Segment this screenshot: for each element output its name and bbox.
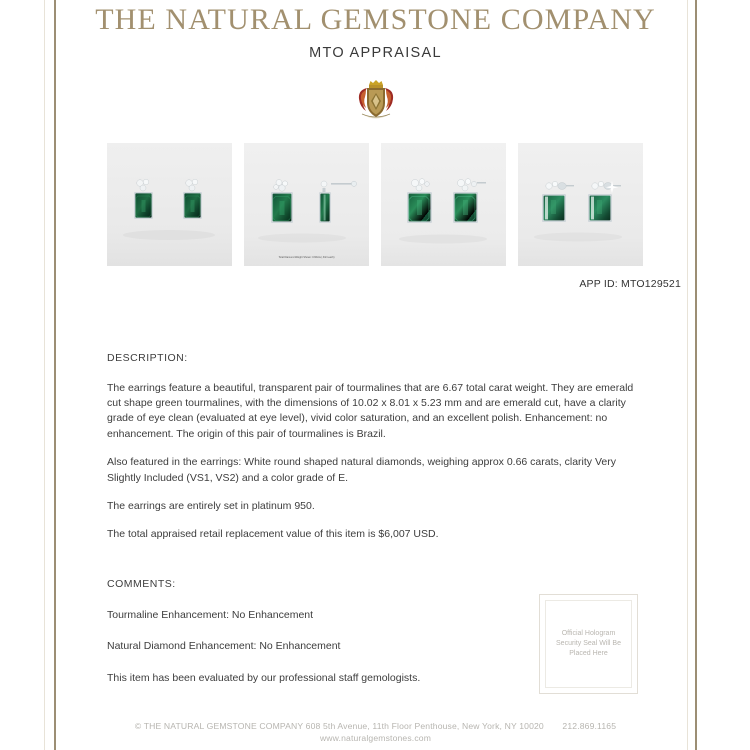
app-id-value: APP ID: MTO129521 bbox=[579, 277, 681, 290]
crest-container bbox=[56, 77, 695, 123]
page-border-hairline-left bbox=[44, 0, 45, 750]
product-photo-3[interactable] bbox=[381, 143, 506, 266]
product-photo-1[interactable] bbox=[107, 143, 232, 266]
comments-label: COMMENTS: bbox=[107, 577, 176, 590]
company-name: THE NATURAL GEMSTONE COMPANY bbox=[95, 3, 656, 36]
app-id bbox=[56, 278, 695, 290]
appraisal-document bbox=[56, 0, 695, 750]
description-paragraph-4: The total appraised retail replacement value of this item is $6,007 USD. bbox=[107, 528, 439, 541]
page-footer bbox=[56, 720, 695, 744]
product-photo-2[interactable] bbox=[244, 143, 369, 266]
masthead bbox=[56, 0, 695, 61]
comment-line-3: This item has been evaluated by our professional staff gemologists. bbox=[107, 671, 421, 684]
description-paragraph-3: The earrings are entirely set in platinum 950. bbox=[107, 499, 315, 512]
comment-line-1: Tourmaline Enhancement: No Enhancement bbox=[107, 608, 314, 621]
heraldic-crest-icon bbox=[354, 77, 398, 128]
product-photo-strip bbox=[56, 143, 695, 266]
comment-line-2: Natural Diamond Enhancement: No Enhancement bbox=[107, 640, 341, 653]
description-paragraph-1: The earrings feature a beautiful, transparent pair of tourmalines that are 6.67 total carat weight. They are emerald cut shape green tourmalines, with the dimensions of 10.02 x 8.01 x 5.23 mm and are emerald cut, have a clarity grade of eye clean (evaluated at eye level), vivid color saturation, and an excellent polish. Enhancement: no enhancement. The origin of this pair of tourmalines is Brazil. bbox=[107, 381, 634, 440]
product-photo-4[interactable] bbox=[518, 143, 643, 266]
footer-website: www.naturalgemstones.com bbox=[319, 733, 432, 743]
page-border-rule-right bbox=[695, 0, 697, 750]
product-photo-2-caption: Total Diamond Weight Shown: 0.66ctw (.33ct each) bbox=[278, 255, 335, 259]
footer-phone: 212.869.1165 bbox=[562, 721, 617, 731]
footer-contact-line bbox=[56, 720, 695, 732]
footer-copyright: © THE NATURAL GEMSTONE COMPANY 608 5th Avenue, 11th Floor Penthouse, New York, NY 10020 bbox=[134, 721, 544, 731]
document-type-title: MTO APPRAISAL bbox=[309, 44, 442, 61]
description-paragraph-2: Also featured in the earrings: White round shaped natural diamonds, weighing approx 0.66 carats, clarity Very Slightly Included (VS1, VS2) and a color grade of E. bbox=[107, 456, 616, 484]
hologram-seal-placeholder bbox=[539, 594, 638, 694]
hologram-seal-text: Official Hologram Security Seal Will Be Placed Here bbox=[556, 630, 621, 657]
hologram-seal-inner-border bbox=[545, 600, 632, 688]
description-label: DESCRIPTION: bbox=[107, 351, 188, 364]
